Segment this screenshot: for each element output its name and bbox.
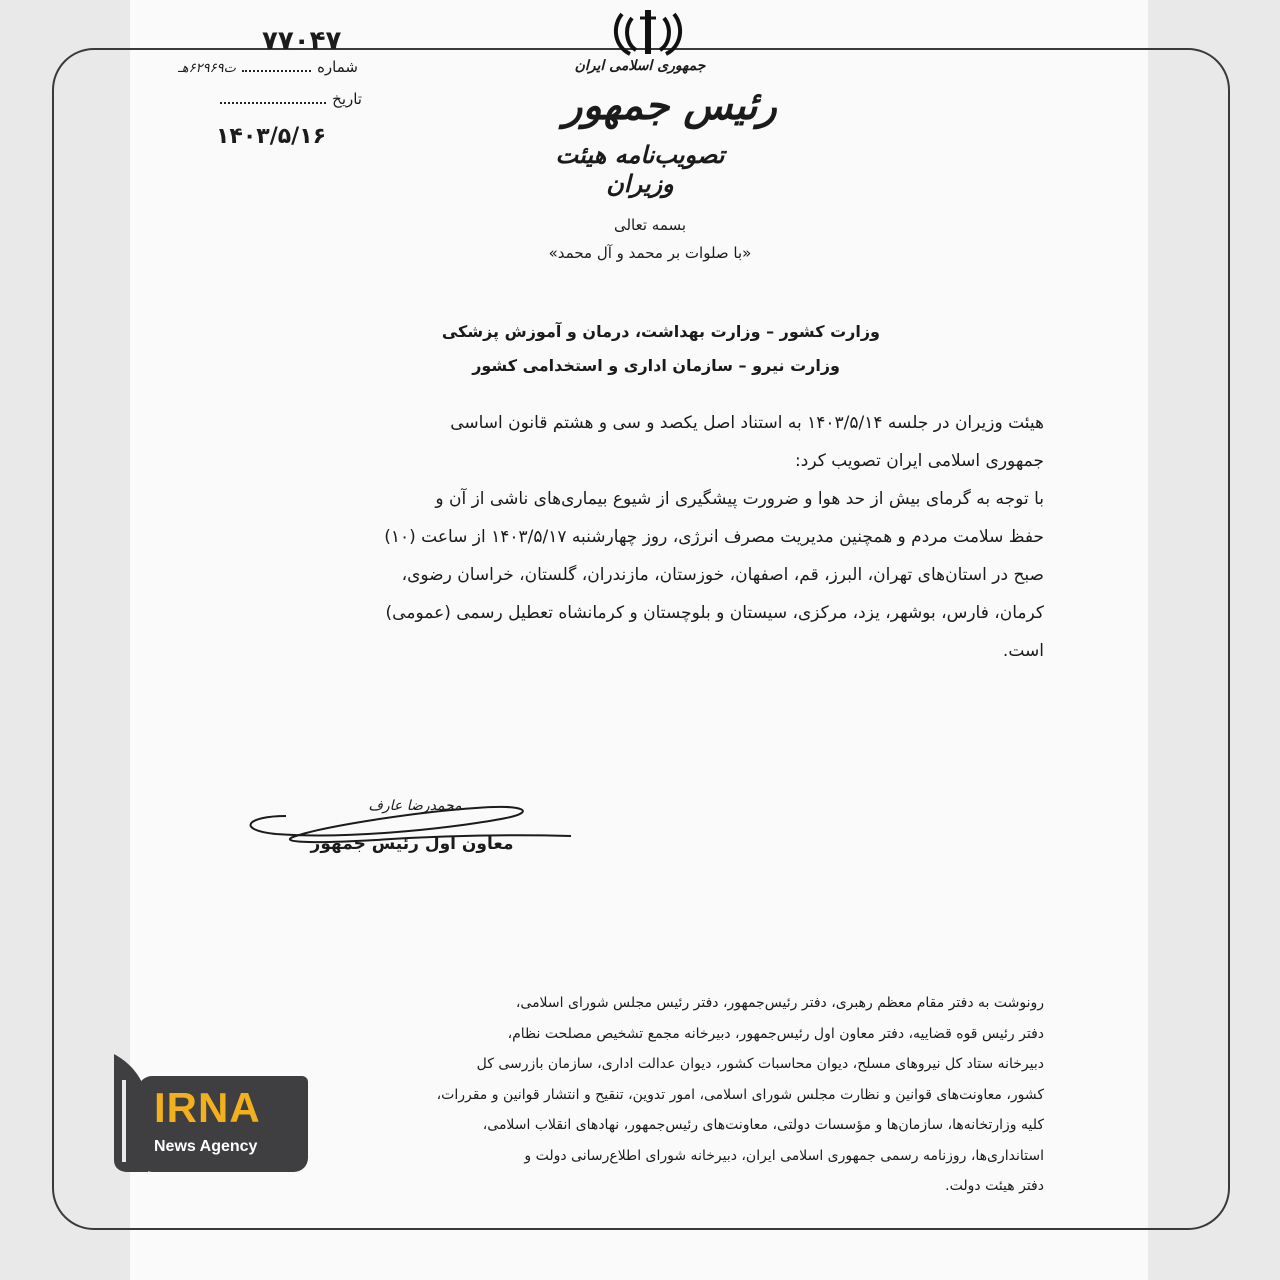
body-line: با توجه به گرمای بیش از حد هوا و ضرورت پیشگیری از شیوع بیماری‌های ناشی از آن و: [435, 489, 1044, 509]
number-label: شماره: [317, 58, 358, 76]
logo-tagline: News Agency: [154, 1138, 258, 1155]
number-dots: [242, 62, 311, 72]
document-number: ۷۷۰۴۷: [262, 26, 342, 56]
recipient-line: وزارت نیرو – سازمان اداری و استخدامی کشور: [472, 356, 840, 375]
copy-line: دفتر هیئت دولت.: [945, 1178, 1044, 1194]
iran-emblem-icon: [612, 8, 684, 58]
irna-logo: [108, 1050, 308, 1172]
cabinet-approval-title: تصویب‌نامه هیئت وزیران: [555, 140, 725, 198]
reference-number: ت۶۲۹۶۹هـ: [178, 61, 236, 76]
body-line: کرمان، فارس، بوشهر، یزد، مرکزی، سیستان و بلوچستان و کرمانشاه تعطیل رسمی (عمومی): [385, 603, 1044, 623]
body-line: حفظ سلامت مردم و همچنین مدیریت مصرف انرژی، روز چهارشنبه ۱۴۰۳/۵/۱۷ از ساعت (۱۰): [384, 527, 1044, 547]
copy-line: رونوشت به دفتر مقام معظم رهبری، دفتر رئیس‌جمهور، دفتر رئیس مجلس شورای اسلامی،: [515, 995, 1044, 1011]
salawat: «با صلوات بر محمد و آل محمد»: [548, 244, 752, 262]
date-value: ۱۴۰۳/۵/۱۶: [216, 124, 327, 149]
signer-title: معاون اول رئیس جمهور: [310, 834, 514, 854]
copy-line: کشور، معاونت‌های قوانین و نظارت مجلس شورای اسلامی، امور تدوین، تنقیح و انتشار قوانین و مقررات،: [436, 1086, 1044, 1103]
body-line: جمهوری اسلامی ایران تصویب کرد:: [795, 451, 1044, 471]
body-line: صبح در استان‌های تهران، البرز، قم، اصفهان، خوزستان، مازندران، گلستان، خراسان رضوی،: [401, 565, 1044, 585]
copy-line: استانداری‌ها، روزنامه رسمی جمهوری اسلامی ایران، دبیرخانه شورای اطلاع‌رسانی دولت و: [524, 1147, 1044, 1164]
date-line: [220, 90, 362, 108]
date-dots: [220, 94, 326, 104]
decree-body: [256, 404, 1044, 670]
basmala: بسمه تعالی: [613, 216, 687, 234]
copy-line: دفتر رئیس قوه قضاییه، دفتر معاون اول رئیس‌جمهور، دبیرخانه مجمع تشخیص مصلحت نظام،: [507, 1025, 1044, 1042]
recipient-line: وزارت کشور – وزارت بهداشت، درمان و آموزش پزشکی: [441, 322, 880, 341]
logo-brand: IRNA: [154, 1084, 261, 1131]
copy-line: دبیرخانه ستاد کل نیروهای مسلح، دیوان محاسبات کشور، دیوان عدالت اداری، سازمان بازرسی کل: [476, 1056, 1044, 1072]
date-label: تاریخ: [332, 90, 362, 108]
body-line: است.: [1002, 641, 1044, 661]
body-line: هیئت وزیران در جلسه ۱۴۰۳/۵/۱۴ به استناد اصل یکصد و سی و هشتم قانون اساسی: [450, 413, 1044, 433]
president-title: رئیس جمهور: [563, 82, 777, 129]
signer-name: محمدرضا عارف: [368, 798, 462, 814]
copy-line: کلیه وزارتخانه‌ها، سازمان‌ها و مؤسسات دولتی، معاونت‌های رئیس‌جمهور، نهادهای انقلاب اسلامی،: [482, 1117, 1044, 1133]
copies-list: [232, 988, 1044, 1202]
number-line: [178, 58, 358, 76]
republic-label: جمهوری اسلامی ایران: [574, 58, 706, 74]
